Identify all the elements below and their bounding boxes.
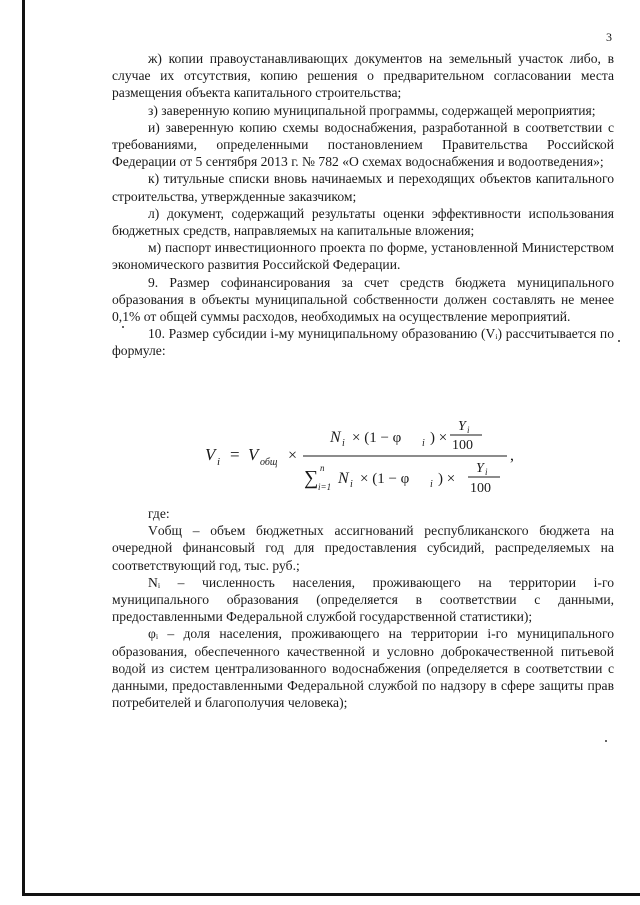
sum-symbol: ∑ xyxy=(304,467,319,489)
den-N-sub: i xyxy=(350,479,353,490)
den-N: N xyxy=(338,470,349,487)
formula-comma: , xyxy=(510,447,514,464)
sum-top: n xyxy=(320,463,325,473)
definition-phi: φᵢ – доля населения, проживающего на территории i-го муниципального образования, обеспеченного качественной и условно доброкачественной питьевой водой из систем централизованного водоснабжения (определяется в соответствии с данными, предоставленными Федеральной службой по надзору в сфере защиты прав потребителей и благополучия человека); xyxy=(112,626,614,711)
scan-left-border xyxy=(22,0,25,895)
sum-bottom: i=1 xyxy=(318,482,332,492)
den-Y-sub: i xyxy=(485,467,488,477)
den-hundred: 100 xyxy=(470,481,491,496)
num-N-sub: i xyxy=(342,438,345,449)
den-Y: Y xyxy=(476,461,484,476)
scan-speck xyxy=(122,326,124,328)
num-hundred: 100 xyxy=(452,438,473,453)
page-number: 3 xyxy=(606,30,612,44)
num-Y: Y xyxy=(458,419,466,434)
paragraph-where: где: xyxy=(148,506,170,521)
formula-times: × xyxy=(288,447,298,464)
scan-speck xyxy=(605,740,607,742)
paragraph-9: 9. Размер софинансирования за счет средств бюджета муниципального образования в объекты муниципальной собственности должен составлять не менее 0,1% от общей суммы расходов, необходимых на осуществление мероприятий. xyxy=(112,274,614,325)
den-one-minus: × (1 − φ xyxy=(360,471,410,487)
formula-eq: = xyxy=(230,445,240,464)
paragraph-k: к) титульные списки вновь начинаемых и переходящих объектов капитального строительства, утвержденные заказчиком; xyxy=(112,171,614,204)
num-phi-sub: i xyxy=(422,438,425,449)
den-close: ) × xyxy=(438,471,456,487)
body-text-top xyxy=(112,50,614,360)
paragraph-z: з) заверенную копию муниципальной программы, содержащей мероприятия; xyxy=(148,102,596,118)
paragraph-i: и) заверенную копию схемы водоснабжения, разработанной в соответствии с требованиями, определенными постановлением Правительства Российской Федерации от 5 сентября 2013 г. № 782 «О схемах водоснабжения и водоотведения»; xyxy=(112,119,614,170)
formula-lhs-sub: i xyxy=(217,456,221,468)
paragraph-m: м) паспорт инвестиционного проекта по форме, установленной Министерством экономического развития Российской Федерации. xyxy=(112,240,614,273)
formula-vobsh-sub: общ xyxy=(260,457,278,468)
formula-vobsh: V xyxy=(248,445,259,464)
paragraph-10: 10. Размер субсидии i-му муниципальному образованию (Vᵢ) рассчитывается по формуле: xyxy=(112,326,614,359)
body-text-bottom xyxy=(112,505,614,711)
subsidy-formula xyxy=(200,410,540,500)
definition-vobsh: Vобщ – объем бюджетных ассигнований республиканского бюджета на очередной финансовый год для предоставления субсидий, распределяемых на соответствующий год, тыс. руб.; xyxy=(112,523,614,573)
definition-n: Nᵢ – численность населения, проживающего на территории i-го муниципального образования (определяется в соответствии с данными, предоставленными Федеральной службой государственной статистики); xyxy=(112,574,614,625)
num-close: ) × xyxy=(430,430,448,446)
paragraph-zh: ж) копии правоустанавливающих документов на земельный участок либо, в случае их отсутствия, копию решения о предварительном согласовании места размещения объекта капитального строительства; xyxy=(112,51,614,101)
den-phi-sub: i xyxy=(430,479,433,490)
num-one-minus: × (1 − φ xyxy=(352,430,402,446)
formula-lhs: V xyxy=(205,445,216,464)
scan-speck xyxy=(618,340,620,342)
scan-bottom-border xyxy=(22,893,640,896)
paragraph-l: л) документ, содержащий результаты оценки эффективности использования бюджетных средств, направляемых на капитальные вложения; xyxy=(112,205,614,239)
num-N: N xyxy=(330,429,341,446)
num-Y-sub: i xyxy=(467,425,470,435)
